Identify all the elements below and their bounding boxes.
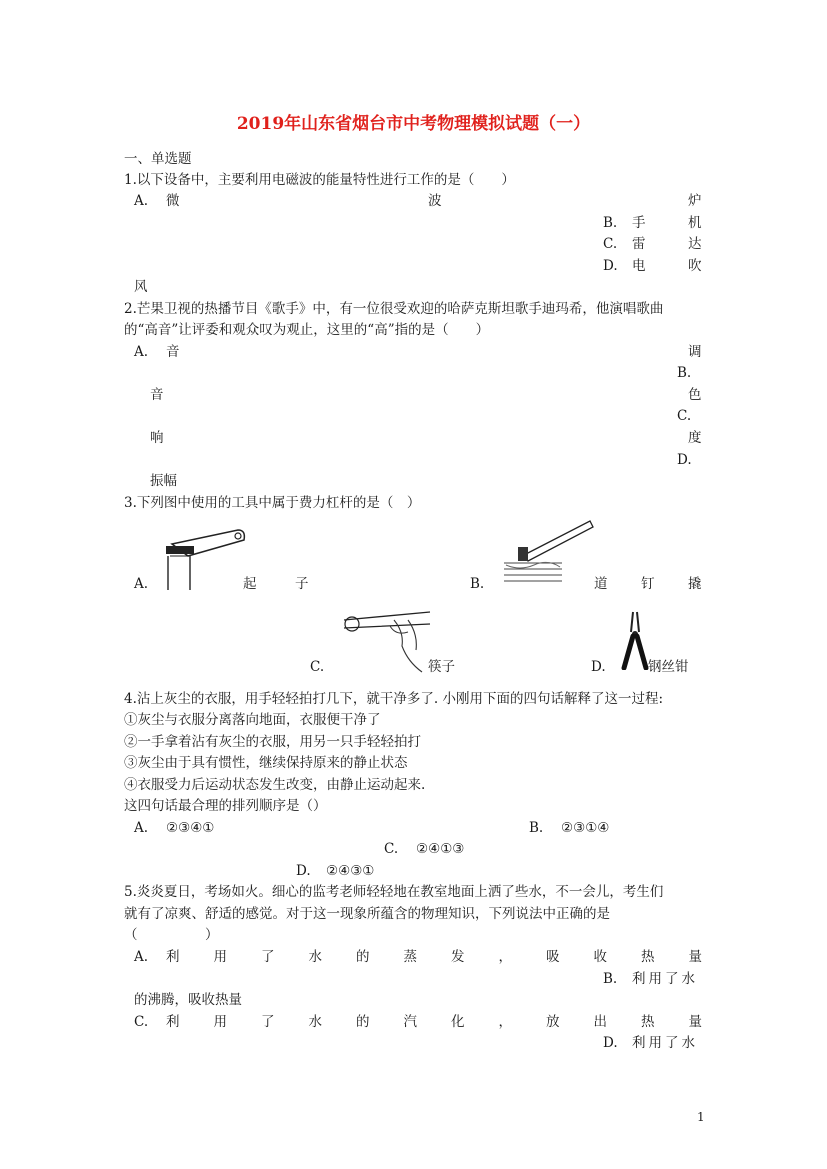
q5-option-a-char: 利: [166, 949, 180, 965]
q5-option-a-text: [166, 948, 702, 966]
q5-option-a-char: 收: [593, 949, 607, 965]
q5-option-d-label: D.: [603, 1035, 618, 1051]
q3-option-b-char: 撬: [688, 576, 702, 592]
q5-option-a-char: 发: [451, 949, 465, 965]
q1-option-c-label: C.: [603, 236, 618, 252]
q5-option-b-tail: 的沸腾，吸收热量: [134, 992, 242, 1008]
pliers-image: [620, 610, 650, 670]
nail-pry-bar-image: [500, 519, 596, 591]
q5-option-a-char: 水: [308, 949, 322, 965]
q4-order-prompt: 这四句话最合理的排列顺序是（）: [124, 798, 327, 814]
q3-option-d-label: D.: [591, 659, 606, 675]
q3-stem: 3.下列图中使用的工具中属于费力杠杆的是（ ）: [124, 495, 421, 511]
q4-option-d-label: D.: [296, 863, 311, 879]
q4-statement-3: ③灰尘由于具有惯性，继续保持原来的静止状态: [124, 755, 408, 771]
q3-option-a-char: 起: [243, 576, 257, 592]
q3-option-b-label: B.: [470, 576, 485, 592]
q5-option-c-label: C.: [134, 1014, 149, 1030]
q5-option-c-char: 量: [688, 1014, 702, 1030]
document-title: 2019年山东省烟台市中考物理模拟试题（一）: [236, 114, 591, 134]
q5-option-c-char: 汽: [403, 1014, 417, 1030]
q5-stem-line2: 就有了凉爽、舒适的感觉。对于这一现象所蕴含的物理知识，下列说法中正确的是: [124, 906, 610, 922]
q5-option-c-char: 化: [451, 1014, 465, 1030]
q2-option-c-char: 度: [688, 430, 702, 446]
q4-option-c-label: C.: [384, 841, 399, 857]
q5-option-a-char: 的: [356, 949, 370, 965]
q2-option-a-label: A.: [134, 344, 149, 360]
q5-option-a-char: ，: [498, 949, 512, 965]
q1-option-d-tail: 风: [134, 279, 148, 295]
q2-option-b-label: B.: [677, 365, 692, 381]
q2-option-a-char: 音: [166, 344, 180, 360]
q3-option-c-text: 筷子: [428, 659, 455, 675]
q4-statement-1: ①灰尘与衣服分离落向地面，衣服便干净了: [124, 712, 381, 728]
q4-option-d-text: ②④③①: [326, 863, 375, 879]
q4-option-b-text: ②③①④: [561, 820, 610, 836]
q2-option-d-text: 振幅: [150, 473, 177, 489]
q5-stem-line1: 5.炎炎夏日，考场如火。细心的监考老师轻轻地在教室地面上洒了些水，不一会儿，考生们: [124, 884, 664, 900]
section-heading: 一、单选题: [124, 151, 192, 167]
q1-option-d-char: 吹: [688, 258, 702, 274]
page-number: 1: [697, 1110, 705, 1124]
q4-statement-4: ④衣服受力后运动状态发生改变，由静止运动起来.: [124, 777, 426, 793]
q4-option-a-text: ②③④①: [166, 820, 215, 836]
bottle-opener-image: [158, 522, 248, 594]
q5-option-c-char: 利: [166, 1014, 180, 1030]
q5-option-b-text: 利用了水: [632, 971, 698, 987]
q5-stem-line3: （ ）: [124, 927, 219, 943]
q1-option-c-char: 雷: [632, 236, 646, 252]
q5-option-a-char: 蒸: [403, 949, 417, 965]
q5-option-c-char: ，: [498, 1014, 512, 1030]
q5-option-c-char: 了: [261, 1014, 275, 1030]
q5-option-c-char: 出: [593, 1014, 607, 1030]
q5-option-a-char: 热: [641, 949, 655, 965]
q2-stem-line1: 2.芒果卫视的热播节目《歌手》中，有一位很受欢迎的哈萨克斯坦歌手迪玛希，他演唱歌曲: [124, 301, 664, 317]
q1-option-b-char: 机: [688, 215, 702, 231]
q1-option-c-char: 达: [688, 236, 702, 252]
q3-option-c-label: C.: [310, 659, 325, 675]
q1-option-a-label: A.: [134, 193, 149, 209]
q1-option-b-char: 手: [632, 215, 646, 231]
q2-option-b-char: 色: [688, 387, 702, 403]
q2-stem-line2: 的“高音”让评委和观众叹为观止，这里的“高”指的是（ ）: [124, 322, 490, 338]
q1-option-b-label: B.: [603, 215, 618, 231]
q5-option-a-label: A.: [134, 949, 149, 965]
q3-option-b-char: 道: [594, 576, 608, 592]
q5-option-c-char: 放: [546, 1014, 560, 1030]
q2-option-a-char: 调: [688, 344, 702, 360]
q3-option-b-char: 钉: [641, 576, 655, 592]
q2-option-c-label: C.: [677, 408, 692, 424]
q4-option-a-label: A.: [134, 820, 149, 836]
q1-option-a-char: 波: [428, 193, 442, 209]
q1-option-d-label: D.: [603, 258, 618, 274]
q5-option-c-char: 热: [641, 1014, 655, 1030]
q5-option-c-text: [166, 1013, 702, 1031]
q1-stem: 1.以下设备中，主要利用电磁波的能量特性进行工作的是（ ）: [124, 172, 515, 188]
q1-option-a-char: 炉: [688, 193, 702, 209]
q5-option-a-char: 吸: [546, 949, 560, 965]
q1-option-d-char: 电: [632, 258, 646, 274]
q1-option-a-char: 微: [166, 193, 180, 209]
q5-option-c-char: 水: [308, 1014, 322, 1030]
q3-option-a-char: 子: [295, 576, 309, 592]
q4-option-b-label: B.: [529, 820, 544, 836]
q4-statement-2: ②一手拿着沾有灰尘的衣服，用另一只手轻轻拍打: [124, 734, 421, 750]
q5-option-b-label: B.: [603, 971, 618, 987]
q4-option-c-text: ②④①③: [416, 841, 465, 857]
q5-option-d-text: 利用了水: [632, 1035, 698, 1051]
q3-option-d-text: 钢丝钳: [648, 659, 689, 675]
q2-option-b-char: 音: [150, 387, 164, 403]
q5-option-a-char: 了: [261, 949, 275, 965]
chopsticks-image: [338, 606, 434, 676]
q2-option-d-label: D.: [677, 452, 692, 468]
q2-option-c-char: 响: [150, 430, 164, 446]
q3-option-a-label: A.: [134, 576, 149, 592]
q5-option-a-char: 量: [688, 949, 702, 965]
q4-stem: 4.沾上灰尘的衣服，用手轻轻拍打几下，就干净多了. 小刚用下面的四句话解释了这一过程:: [124, 691, 664, 707]
q5-option-c-char: 的: [356, 1014, 370, 1030]
q5-option-a-char: 用: [213, 949, 227, 965]
q5-option-c-char: 用: [213, 1014, 227, 1030]
